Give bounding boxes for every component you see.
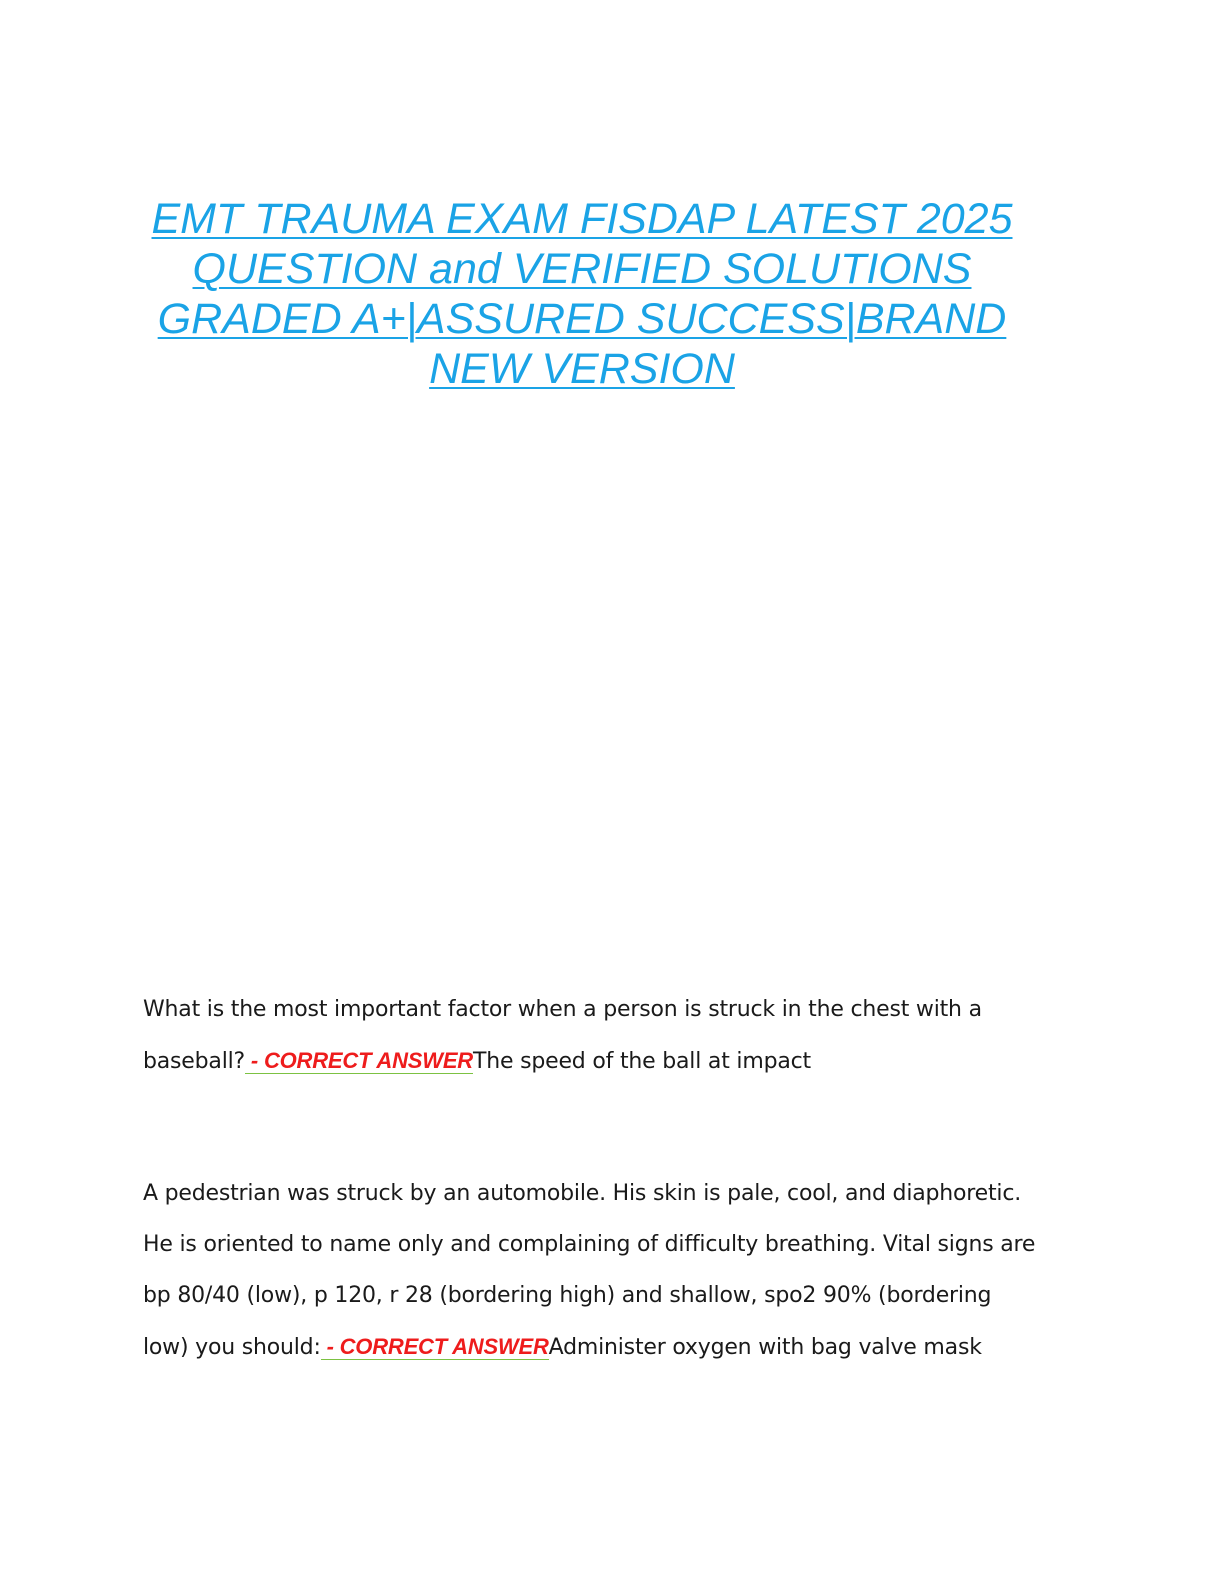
question-2-line-4: low) you should: (143, 1335, 321, 1360)
title-line-2: QUESTION and VERIFIED SOLUTIONS (192, 245, 972, 293)
qa-item-1 (143, 984, 1083, 1087)
correct-answer-marker-2: - CORRECT ANSWER (320, 1334, 549, 1359)
document-title (120, 194, 1044, 394)
question-2-line-1: A pedestrian was struck by an automobile. His skin is pale, cool, and diaphoretic. (143, 1181, 1022, 1206)
title-line-1: EMT TRAUMA EXAM FISDAP LATEST 2025 (151, 195, 1013, 243)
answer-2: Administer oxygen with bag valve mask (548, 1335, 982, 1360)
question-2-line-3: bp 80/40 (low), p 120, r 28 (bordering high) and shallow, spo2 90% (bordering (143, 1283, 992, 1308)
title-line-3: GRADED A+|ASSURED SUCCESS|BRAND (157, 295, 1007, 343)
qa-item-2 (143, 1168, 1083, 1373)
question-2-line-2: He is oriented to name only and complaining of difficulty breathing. Vital signs are (143, 1232, 1036, 1257)
question-1-line-2: baseball? (143, 1049, 245, 1074)
title-line-4: NEW VERSION (429, 345, 735, 393)
answer-1: The speed of the ball at impact (473, 1049, 811, 1074)
question-1-line-1: What is the most important factor when a person is struck in the chest with a (143, 997, 982, 1022)
correct-answer-marker-1: - CORRECT ANSWER (245, 1048, 473, 1073)
